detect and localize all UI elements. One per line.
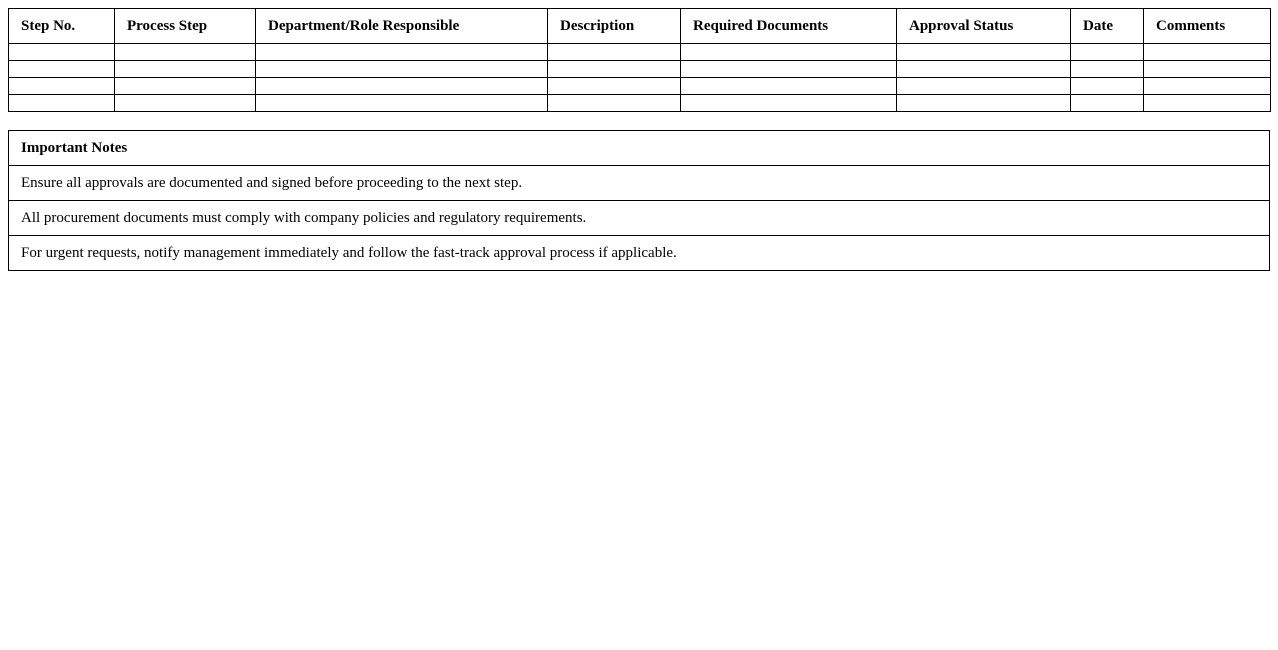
header-process-step: Process Step (115, 9, 256, 44)
table-cell[interactable] (548, 44, 681, 61)
table-cell[interactable] (548, 95, 681, 112)
table-cell[interactable] (9, 78, 115, 95)
header-description: Description (548, 9, 681, 44)
table-header-row (9, 9, 1271, 44)
table-cell[interactable] (681, 95, 897, 112)
header-approval-status: Approval Status (897, 9, 1071, 44)
process-table (8, 8, 1271, 112)
table-cell[interactable] (256, 95, 548, 112)
header-comments: Comments (1144, 9, 1271, 44)
note-text: For urgent requests, notify management immediately and follow the fast-track approval process if applicable. (9, 236, 1270, 271)
table-cell[interactable] (115, 78, 256, 95)
table-cell[interactable] (115, 61, 256, 78)
table-cell[interactable] (897, 61, 1071, 78)
table-cell[interactable] (115, 44, 256, 61)
notes-table (8, 130, 1270, 271)
table-cell[interactable] (115, 95, 256, 112)
table-cell[interactable] (548, 61, 681, 78)
list-item (9, 166, 1270, 201)
table-cell[interactable] (1144, 44, 1271, 61)
table-cell[interactable] (1071, 61, 1144, 78)
list-item (9, 236, 1270, 271)
note-text: Ensure all approvals are documented and signed before proceeding to the next step. (9, 166, 1270, 201)
table-cell[interactable] (681, 44, 897, 61)
table-row (9, 95, 1271, 112)
table-cell[interactable] (1071, 95, 1144, 112)
table-cell[interactable] (548, 78, 681, 95)
table-cell[interactable] (681, 78, 897, 95)
header-required-documents: Required Documents (681, 9, 897, 44)
table-cell[interactable] (1144, 95, 1271, 112)
table-cell[interactable] (1071, 78, 1144, 95)
table-cell[interactable] (897, 78, 1071, 95)
table-cell[interactable] (9, 44, 115, 61)
list-item (9, 201, 1270, 236)
table-cell[interactable] (897, 44, 1071, 61)
notes-title: Important Notes (9, 131, 1270, 166)
table-row (9, 78, 1271, 95)
table-cell[interactable] (9, 95, 115, 112)
table-cell[interactable] (681, 61, 897, 78)
header-department-role: Department/Role Responsible (256, 9, 548, 44)
header-step-no: Step No. (9, 9, 115, 44)
table-row (9, 61, 1271, 78)
table-cell[interactable] (1144, 61, 1271, 78)
table-row (9, 44, 1271, 61)
note-text: All procurement documents must comply with company policies and regulatory requirements. (9, 201, 1270, 236)
table-cell[interactable] (1071, 44, 1144, 61)
table-cell[interactable] (9, 61, 115, 78)
table-cell[interactable] (256, 44, 548, 61)
table-cell[interactable] (1144, 78, 1271, 95)
table-cell[interactable] (256, 78, 548, 95)
notes-header-row (9, 131, 1270, 166)
table-cell[interactable] (256, 61, 548, 78)
table-cell[interactable] (897, 95, 1071, 112)
header-date: Date (1071, 9, 1144, 44)
